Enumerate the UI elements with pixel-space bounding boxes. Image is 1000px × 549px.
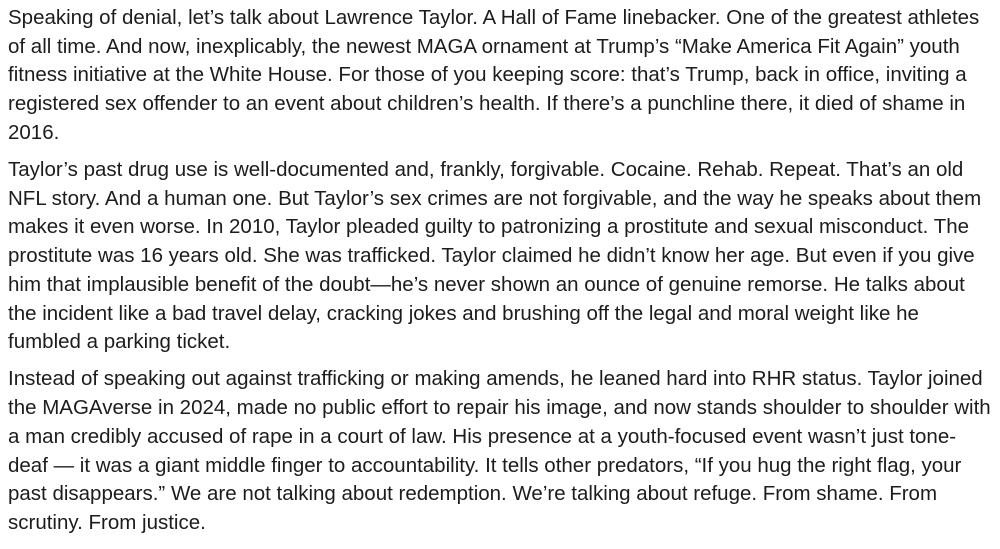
- paragraph-drug-use-and-crimes: Taylor’s past drug use is well-documented and, frankly, forgivable. Cocaine. Rehab. Repeat. That’s an old NFL story. And a human one. But Taylor’s sex crimes are not forgivable, and the way he speaks about them makes it even worse. In 2010, Taylor pleaded guilty to patronizing a prostitute and sexual misconduct. The prostitute was 16 years old. She was trafficked. Taylor claimed he didn’t know her age. But even if you give him that implausible benefit of the doubt—he’s never shown an ounce of genuine remorse. He talks about the incident like a bad travel delay, cracking jokes and brushing off the legal and moral weight like he fumbled a parking ticket.: [8, 158, 982, 354]
- paragraph-lawrence-taylor-intro: Speaking of denial, let’s talk about Lawrence Taylor. A Hall of Fame linebacker. One of the greatest athletes of all time. And now, inexplicably, the newest MAGA ornament at Trump’s “Make America Fit Again” youth fitness initiative at the White House. For those of you keeping score: that’s Trump, back in office, inviting a registered sex offender to an event about children’s health. If there’s a punchline there, it died of shame in 2016.: [8, 6, 980, 144]
- paragraph-maga-and-accountability: Instead of speaking out against trafficking or making amends, he leaned hard into RHR status. Taylor joined the MAGAverse in 2024, made no public effort to repair his image, and now stands shoulder to shoulder with a man credibly accused of rape in a court of law. His presence at a youth-focused event wasn’t just tone-deaf — it was a giant middle finger to accountability. It tells other predators, “If you hug the right flag, your past disappears.” We are not talking about redemption. We’re talking about refuge. From shame. From scrutiny. From justice.: [8, 367, 991, 534]
